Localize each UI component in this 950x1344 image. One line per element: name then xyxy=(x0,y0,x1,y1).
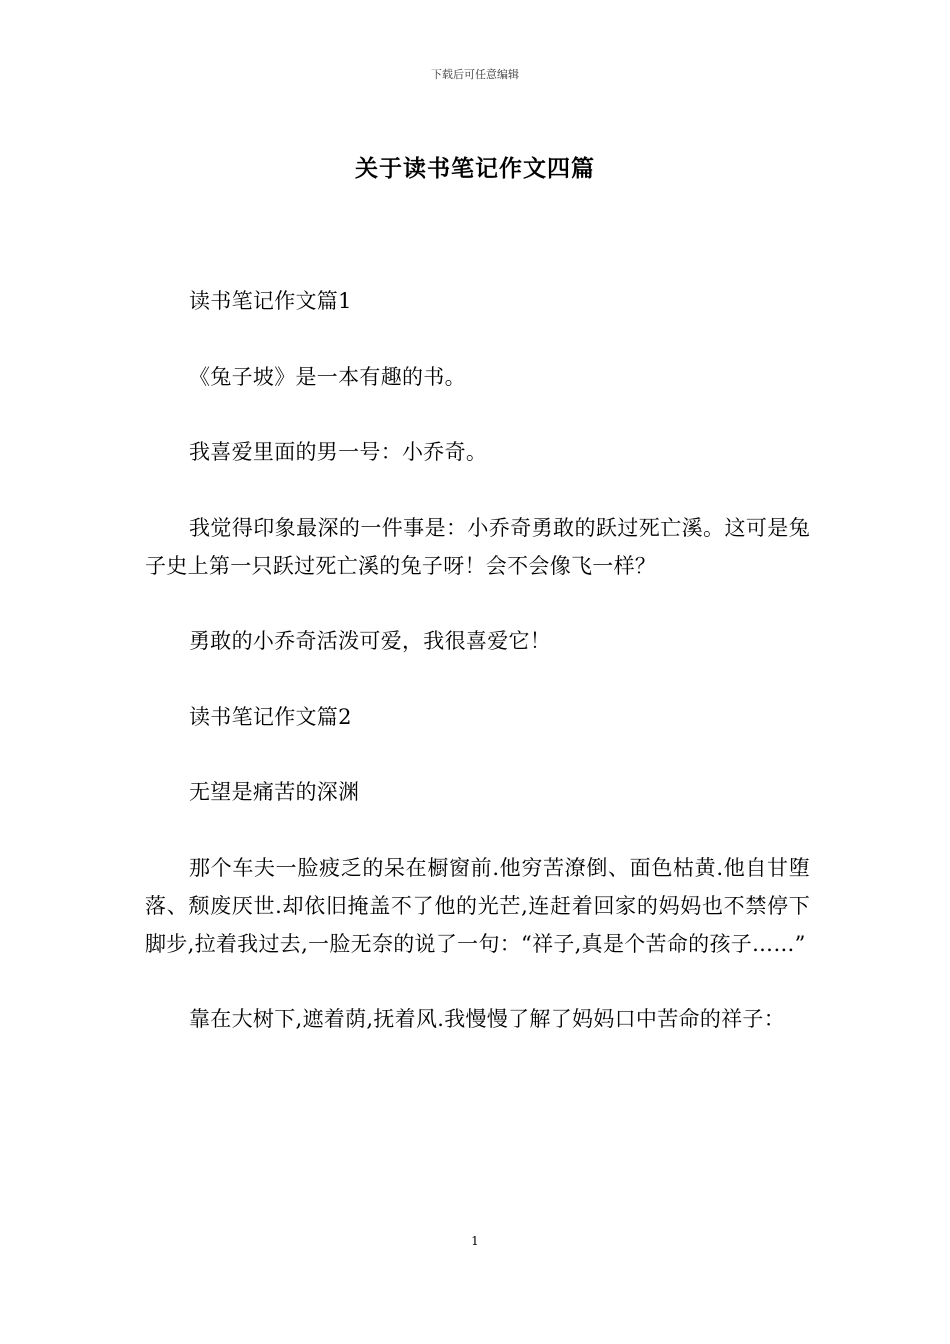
page-number: 1 xyxy=(471,1234,479,1248)
document-body xyxy=(145,283,810,1077)
section-heading-1: 读书笔记作文篇1 xyxy=(189,289,352,313)
paragraph: 那个车夫一脸疲乏的呆在橱窗前.他穷苦潦倒、面色枯黄.他自甘堕落、颓废厌世.却依旧掩盖不了他的光芒,连赶着回家的妈妈也不禁停下脚步,拉着我过去,一脸无奈的说了一句：“祥子,真是个苦命的孩子……” xyxy=(145,855,810,956)
paragraph: 靠在大树下,遮着荫,抚着风.我慢慢了解了妈妈口中苦命的祥子： xyxy=(189,1007,786,1032)
section-heading-2: 读书笔记作文篇2 xyxy=(189,704,352,729)
page-header-note: 下载后可任意编辑 xyxy=(431,68,519,81)
paragraph: 无望是痛苦的深渊 xyxy=(189,780,360,805)
document-title: 关于读书笔记作文四篇 xyxy=(355,156,595,182)
paragraph: 《兔子坡》是一本有趣的书。 xyxy=(189,364,466,389)
paragraph: 勇敢的小乔奇活泼可爱，我很喜爱它！ xyxy=(189,629,552,654)
paragraph: 我觉得印象最深的一件事是：小乔奇勇敢的跃过死亡溪。这可是兔子史上第一只跃过死亡溪的兔子呀！会不会像飞一样？ xyxy=(145,515,810,578)
paragraph: 我喜爱里面的男一号：小乔奇。 xyxy=(189,440,488,465)
